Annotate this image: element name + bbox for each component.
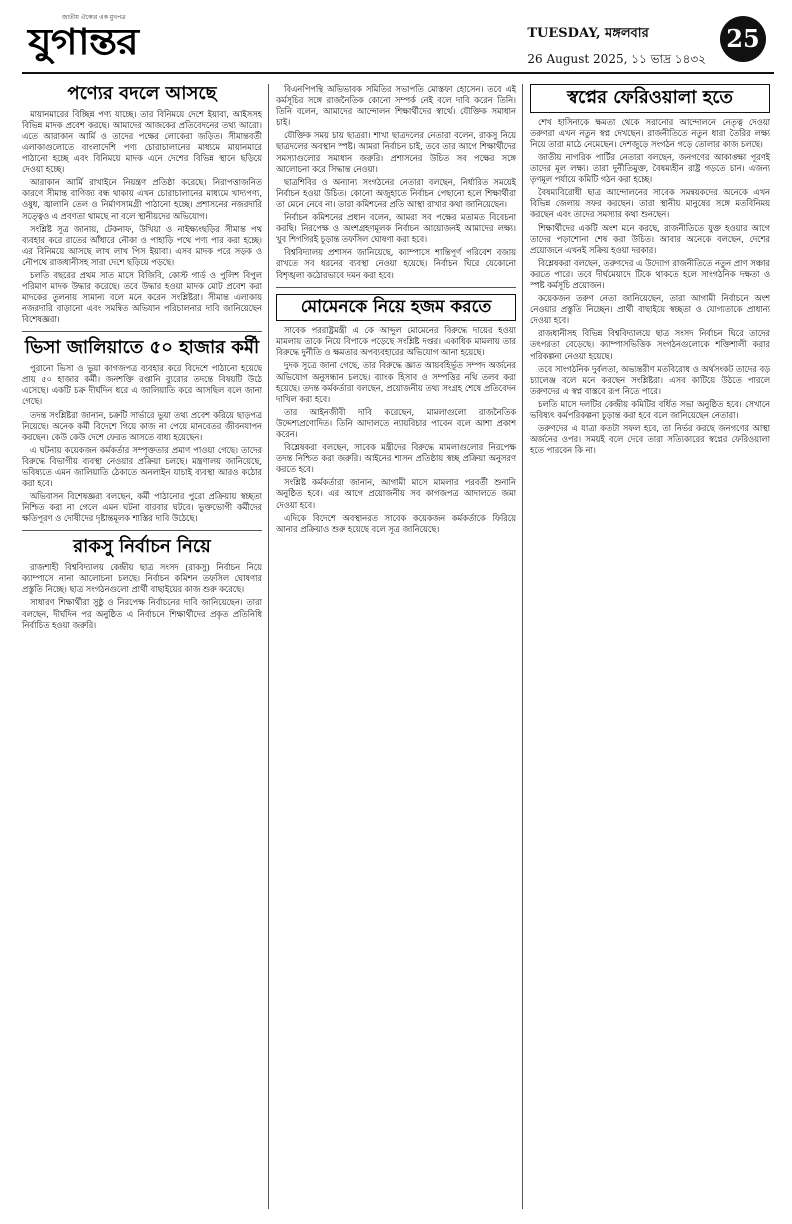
article-paragraph: সাধারণ শিক্ষার্থীরা সুষ্ঠু ও নিরপেক্ষ নির্বাচনের দাবি জানিয়েছেন। তারা বলছেন, দীর্ঘদিন পর অনুষ্ঠিত এ নির্বাচনে শিক্ষার্থীদের প্রকৃত প্রতিনিধি নির্বাচিত হওয়া জরুরি। [22,597,262,630]
article-paragraph: ছাত্রশিবির ও অন্যান্য সংগঠনের নেতারা বলছেন, নির্ধারিত সময়েই নির্বাচন হওয়া উচিত। কোনো অজুহাতে নির্বাচন পেছানো হলে শিক্ষার্থীরা তা মেনে নেবে না। তারা কমিশনের প্রতি আস্থা রাখার কথা জানিয়েছেন। [276,176,516,209]
headline-momen: মোমেনকে নিয়ে হজম করতে [276,294,516,322]
article-paragraph: নির্বাচন কমিশনের প্রধান বলেন, আমরা সব পক্ষের মতামত বিবেচনা করছি। নিরপেক্ষ ও অংশগ্রহণমূলক নির্বাচন আয়োজনই আমাদের লক্ষ্য। খুব শিগগিরই চূড়ান্ত তফসিল ঘোষণা করা হবে। [276,212,516,245]
column-middle [276,84,516,1209]
article-paragraph: রাজশাহী বিশ্ববিদ্যালয় কেন্দ্রীয় ছাত্র সংসদ (রাকসু) নির্বাচন নিয়ে ক্যাম্পাসে নানা আলোচনা চলছে। নির্বাচন কমিশন তফসিল ঘোষণার প্রস্তুতি নিচ্ছে। ছাত্র সংগঠনগুলো প্রার্থী বাছাইয়ের কাজ শুরু করেছে। [22,562,262,595]
article-paragraph: শেখ হাসিনাকে ক্ষমতা থেকে সরানোর আন্দোলনে নেতৃত্ব দেওয়া তরুণরা এখন নতুন স্বপ্ন দেখছেন। রাজনীতিতে নতুন ধারা তৈরির লক্ষ্য নিয়ে তারা মাঠে নেমেছেন। দেশজুড়ে সংগঠন গড়ে তোলার কাজ চলছে। [530,116,770,149]
article-paragraph: আরাকান আর্মি রাখাইনে নিয়ন্ত্রণ প্রতিষ্ঠা করেছে। নিরাপত্তাজনিত কারণে সীমান্ত বাণিজ্য বন্ধ থাকায় এখন চোরাচালানের মাধ্যমে খাদ্যপণ্য, ওষুধ, জ্বালানি তেল ও নির্মাণসামগ্রী পাঠানো হচ্ছে। প্রশাসনের নজরদারি সত্ত্বেও এ প্রবণতা থামছে না বলে স্থানীয়দের অভিযোগ। [22,177,262,221]
article-paragraph: সংশ্লিষ্ট কর্মকর্তারা জানান, আগামী মাসে মামলার পরবর্তী শুনানি অনুষ্ঠিত হবে। এর আগে প্রয়োজনীয় সব কাগজপত্র আদালতে জমা দেওয়া হবে। [276,477,516,510]
masthead-tagline: জাতীয় ঐক্যের এক মুখপত্র [62,14,126,21]
article-paragraph: বিশ্ববিদ্যালয় প্রশাসন জানিয়েছে, ক্যাম্পাসে শান্তিপূর্ণ পরিবেশ বজায় রাখতে সব ধরনের ব্যবস্থা নেওয়া হয়েছে। নির্বাচন ঘিরে যেকোনো বিশৃঙ্খলা কঠোরভাবে দমন করা হবে। [276,247,516,280]
column-left [22,84,262,1209]
article-rakshu [22,537,262,630]
headline-visa: ভিসা জালিয়াতে ৫০ হাজার কর্মী [24,337,260,359]
article-paragraph: এদিকে বিদেশে অবস্থানরত সাবেক কয়েকজন কর্মকর্তাকে ফিরিয়ে আনার প্রক্রিয়াও শুরু হয়েছে বলে সূত্র জানিয়েছে। [276,512,516,534]
article-paragraph: অভিবাসন বিশেষজ্ঞরা বলছেন, কর্মী পাঠানোর পুরো প্রক্রিয়ায় স্বচ্ছতা নিশ্চিত করা না গেলে এমন ঘটনা বারবার ঘটবে। ভুক্তভোগী কর্মীদের ক্ষতিপূরণ ও দোষীদের দৃষ্টান্তমূলক শাস্তির দাবি উঠেছে। [22,491,262,524]
article-paragraph: তবে সাংগঠনিক দুর্বলতা, অভ্যন্তরীণ মতবিরোধ ও অর্থসংকট তাদের বড় চ্যালেঞ্জ বলে মনে করছেন সংশ্লিষ্টরা। এসব কাটিয়ে উঠতে পারলে তরুণদের এ স্বপ্ন বাস্তবে রূপ নিতে পারে। [530,363,770,396]
column-divider [522,84,523,1209]
article-momen [276,294,516,535]
issue-day: TUESDAY, মঙ্গলবার [527,26,649,41]
headline-ponno: পণ্যের বদলে আসছে [67,84,217,104]
headline-swapner: স্বপ্নের ফেরিওয়ালা হতে [530,84,770,113]
date-block [527,24,706,71]
article-separator [276,287,516,288]
article-continuation [276,84,516,281]
article-visa [22,338,262,524]
article-paragraph: তরুণদের এ যাত্রা কতটা সফল হবে, তা নির্ভর করছে জনগণের আস্থা অর্জনের ওপর। সময়ই বলে দেবে তারা সত্যিকারের স্বপ্নের ফেরিওয়ালা হতে পারবেন কি না। [530,423,770,456]
article-paragraph: পুরানো ভিসা ও ভুয়া কাগজপত্র ব্যবহার করে বিদেশে পাঠানো হয়েছে প্রায় ৫০ হাজার কর্মী। জনশক্তি রপ্তানি ব্যুরোর তদন্তে বিষয়টি উঠে এসেছে। একটি চক্র দীর্ঘদিন ধরে এ জালিয়াতি করে আসছিল বলে জানা গেছে। [22,363,262,407]
article-paragraph: বিশ্লেষকরা বলছেন, তরুণদের এ উদ্যোগ রাজনীতিতে নতুন প্রাণ সঞ্চার করতে পারে। তবে দীর্ঘমেয়াদে টিকে থাকতে হলে সাংগঠনিক দক্ষতা ও স্পষ্ট কর্মসূচি প্রয়োজন। [530,257,770,290]
article-paragraph: রাজধানীসহ বিভিন্ন বিশ্ববিদ্যালয়ে ছাত্র সংসদ নির্বাচন ঘিরে তাদের তৎপরতা বেড়েছে। ক্যাম্পাসভিত্তিক সংগঠনগুলোকে শক্তিশালী করার পরিকল্পনা নেওয়া হয়েছে। [530,328,770,361]
article-paragraph: দুদক সূত্রে জানা গেছে, তার বিরুদ্ধে জ্ঞাত আয়বহির্ভূত সম্পদ অর্জনের অভিযোগ অনুসন্ধান চলছে। ব্যাংক হিসাব ও সম্পত্তির নথি তলব করা হয়েছে। তদন্ত কর্মকর্তারা বলছেন, প্রয়োজনীয় তথ্য সংগ্রহ শেষে প্রতিবেদন দাখিল করা হবে। [276,360,516,404]
masthead [22,10,774,74]
article-paragraph: মায়ানমারের বিচ্ছিন্ন পণ্য যাচ্ছে। তার বিনিময়ে দেশে ইয়াবা, আইসসহ বিভিন্ন মাদক প্রবেশ করছে। আমাদের আজকের প্রতিবেদনের তথ্য আরো। এতে আরাকান আর্মি ও তাদের পক্ষের লোকেরা জড়িত। সীমান্তবর্তী এলাকাগুলোতে বাংলাদেশি পণ্য চোরাচালানের মাধ্যমে মায়ানমারে পাঠানো হচ্ছে এবং বিনিময়ে মাদক এনে দেশের বিভিন্ন স্থানে ছড়িয়ে দেওয়া হচ্ছে। [22,108,262,175]
article-paragraph: সাবেক পররাষ্ট্রমন্ত্রী এ কে আব্দুল মোমেনের বিরুদ্ধে দায়ের হওয়া মামলায় তাকে নিয়ে বিপাকে পড়েছে সংশ্লিষ্ট দপ্তর। একাধিক মামলায় তার বিরুদ্ধে দুর্নীতি ও ক্ষমতার অপব্যবহারের অভিযোগ আনা হয়েছে। [276,325,516,358]
article-separator [22,331,262,332]
column-divider [268,84,269,1209]
article-paragraph: তদন্ত সংশ্লিষ্টরা জানান, চক্রটি সার্ভারে ভুয়া তথ্য প্রবেশ করিয়ে ছাড়পত্র নিয়েছে। অনেক কর্মী বিদেশে গিয়ে কাজ না পেয়ে মানবেতর জীবনযাপন করছেন। কেউ কেউ দেশে ফেরত আসতে বাধ্য হয়েছেন। [22,409,262,442]
article-separator [22,530,262,531]
article-paragraph: কয়েকজন তরুণ নেতা জানিয়েছেন, তারা আগামী নির্বাচনে অংশ নেওয়ার প্রস্তুতি নিচ্ছেন। প্রার্থী বাছাইয়ে স্বচ্ছতা ও যোগ্যতাকে প্রাধান্য দেওয়া হবে। [530,293,770,326]
article-paragraph: শিক্ষার্থীদের একটি অংশ মনে করছে, রাজনীতিতে যুক্ত হওয়ার আগে তাদের পড়াশোনা শেষ করা উচিত। আবার অনেকে বলছেন, দেশের প্রয়োজনে এখনই সক্রিয় হওয়া দরকার। [530,222,770,255]
issue-date: 26 August 2025, ১১ ভাদ্র ১৪৩২ [527,52,706,66]
article-paragraph: বৈষম্যবিরোধী ছাত্র আন্দোলনের সাবেক সমন্বয়কদের অনেকে এখন বিভিন্ন জেলায় সফর করছেন। তারা স্থানীয় মানুষের সঙ্গে মতবিনিময় করছেন এবং তাদের সমস্যার কথা শুনছেন। [530,187,770,220]
article-paragraph: যৌক্তিক সময় চায় ছাত্ররা। শাখা ছাত্রদলের নেতারা বলেন, রাকসু নিয়ে ছাত্রদলের অবস্থান স্পষ্ট। আমরা নির্বাচন চাই, তবে তার আগে শিক্ষার্থীদের সমস্যাগুলোর সমাধান জরুরি। প্রশাসনের উচিত সব পক্ষের সঙ্গে আলোচনা করে সিদ্ধান্ত নেওয়া। [276,130,516,174]
article-paragraph: বিশ্লেষকরা বলছেন, সাবেক মন্ত্রীদের বিরুদ্ধে মামলাগুলোর নিরপেক্ষ তদন্ত নিশ্চিত করা জরুরি। আইনের শাসন প্রতিষ্ঠায় স্বচ্ছ প্রক্রিয়া অনুসরণ করতে হবে। [276,442,516,475]
article-paragraph: এ ঘটনায় কয়েকজন কর্মকর্তার সম্পৃক্ততার প্রমাণ পাওয়া গেছে। তাদের বিরুদ্ধে বিভাগীয় ব্যবস্থা নেওয়ার প্রক্রিয়া চলছে। মন্ত্রণালয় জানিয়েছে, ভবিষ্যতে এমন জালিয়াতি ঠেকাতে অনলাইন যাচাই ব্যবস্থা আরও কঠোর করা হবে। [22,444,262,489]
article-paragraph: বিএনপিপন্থি অভিভাবক সমিতির সভাপতি মোস্তফা হোসেন। তবে এই কর্মসূচির সঙ্গে রাজনৈতিক কোনো সম্পর্ক নেই বলে দাবি করেন তিনি। তিনি বলেন, আমাদের আন্দোলন শিক্ষার্থীদের স্বার্থে। যৌক্তিক সমাধান চাই। [276,84,516,128]
column-right [530,84,770,1209]
article-paragraph: সংশ্লিষ্ট সূত্র জানায়, টেকনাফ, উখিয়া ও নাইক্ষ্যংছড়ির সীমান্ত পথ ব্যবহার করে রাতের আঁধারে নৌকা ও পাহাড়ি পথে পণ্য পার করা হচ্ছে। এর বিনিময়ে আসছে লাখ লাখ পিস ইয়াবা। এসব মাদক পরে সড়ক ও নৌপথে রাজধানীসহ সারা দেশে ছড়িয়ে পড়ছে। [22,223,262,267]
article-ponno [22,84,262,325]
newspaper-logo: যুগান্তর [28,21,138,63]
article-swapner [530,84,770,456]
article-paragraph: চলতি বছরের প্রথম সাত মাসে বিজিবি, কোস্ট গার্ড ও পুলিশ বিপুল পরিমাণ মাদক উদ্ধার করেছে। তবে উদ্ধার হওয়া মাদক মোট প্রবেশ করা মাদকের তুলনায় সামান্য বলে মনে করেন সংশ্লিষ্টরা। সীমান্ত এলাকায় নজরদারি বাড়ানো এবং সমন্বিত অভিযান পরিচালনার দাবি জানিয়েছেন বিশেষজ্ঞরা। [22,270,262,325]
headline-rakshu: রাকসু নির্বাচন নিয়ে [73,536,211,558]
page-number: 25 [720,16,766,62]
article-paragraph: জাতীয় নাগরিক পার্টির নেতারা বলছেন, জনগণের আকাঙ্ক্ষা পূরণই তাদের মূল লক্ষ্য। তারা দুর্নীতিমুক্ত, বৈষম্যহীন রাষ্ট্র গড়তে চান। এজন্য তৃণমূল পর্যায়ে কমিটি গঠন করা হচ্ছে। [530,151,770,185]
article-paragraph: চলতি মাসে দলটির কেন্দ্রীয় কমিটির বর্ধিত সভা অনুষ্ঠিত হবে। সেখানে ভবিষ্যৎ কর্মপরিকল্পনা চূড়ান্ত করা হবে বলে জানিয়েছেন নেতারা। [530,398,770,421]
article-paragraph: তার আইনজীবী দাবি করেছেন, মামলাগুলো রাজনৈতিক উদ্দেশ্যপ্রণোদিত। তিনি আদালতে ন্যায়বিচার পাবেন বলে আশা প্রকাশ করেন। [276,406,516,439]
